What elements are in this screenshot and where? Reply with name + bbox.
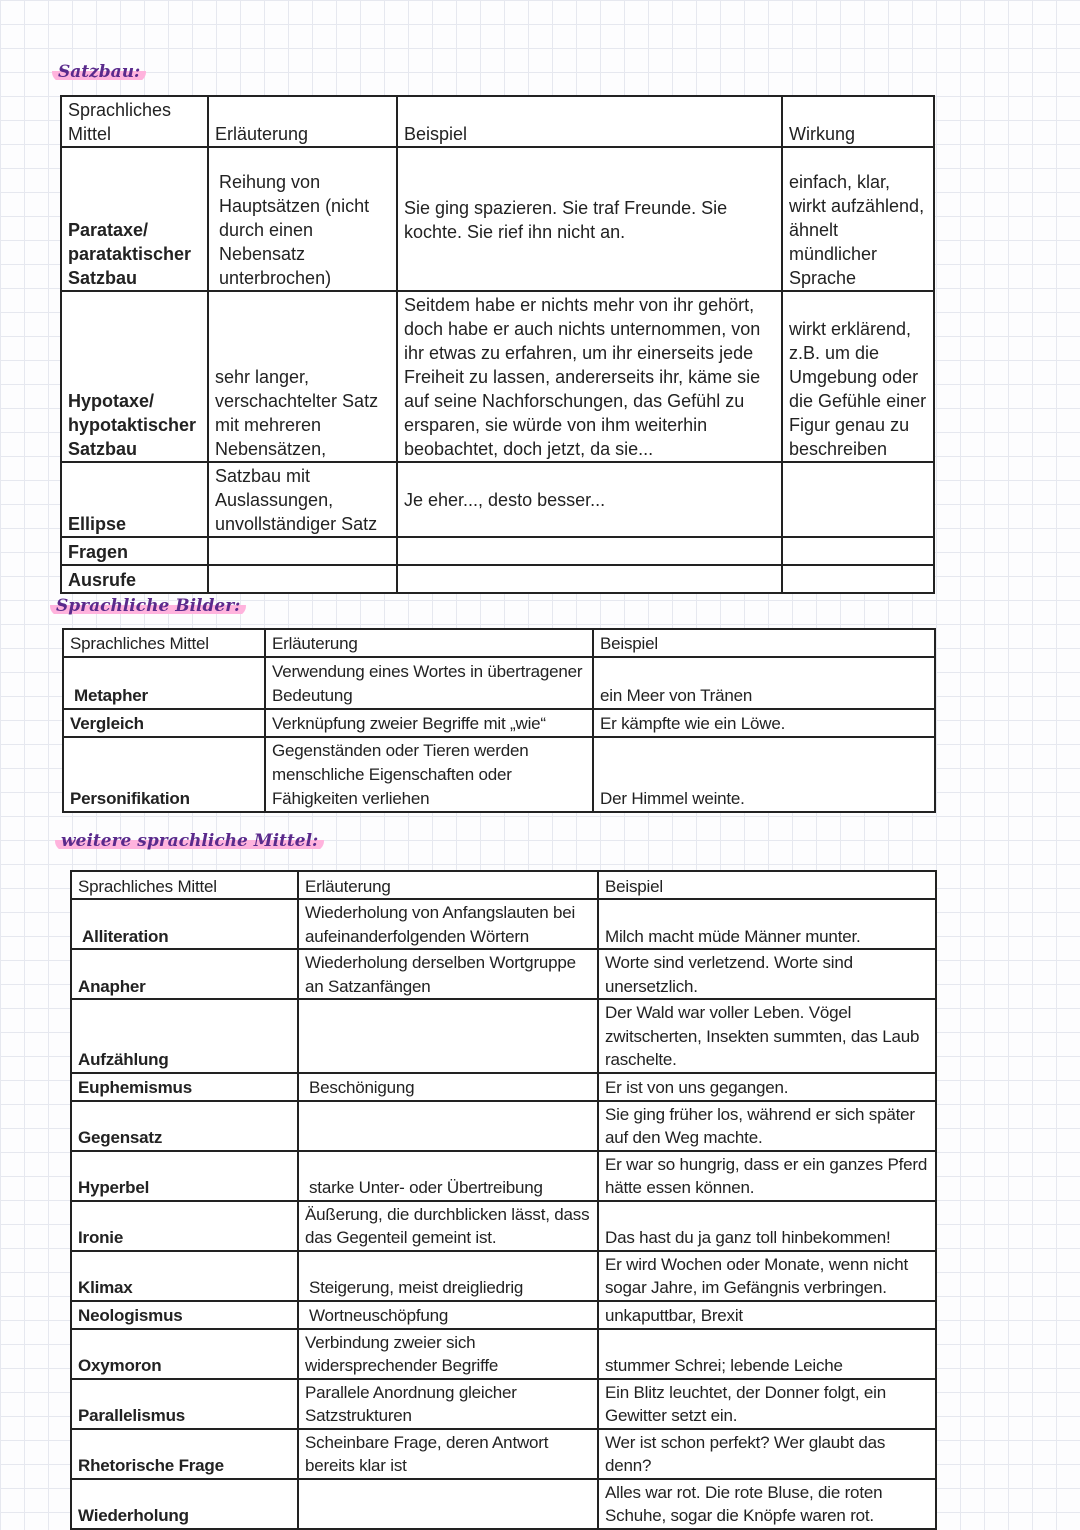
term-cell: Ellipse [61, 462, 208, 537]
explanation-cell: Reihung von Hauptsätzen (nicht durch einen Nebensatz unterbrochen) [208, 147, 397, 291]
example-cell: Sie ging spazieren. Sie traf Freunde. Sie kochte. Sie rief ihn nicht an. [397, 147, 782, 291]
column-header: Beispiel [598, 871, 936, 899]
explanation-cell: Parallele Anordnung gleicher Satzstrukturen [298, 1379, 598, 1429]
explanation-cell: Steigerung, meist dreigliedrig [298, 1251, 598, 1301]
table-row [63, 657, 935, 709]
term-cell: Euphemismus [71, 1073, 298, 1101]
example-cell: Worte sind verletzend. Worte sind unersetzlich. [598, 949, 936, 999]
table-row [71, 1073, 936, 1101]
example-cell: Das hast du ja ganz toll hinbekommen! [598, 1201, 936, 1251]
explanation-cell [208, 565, 397, 593]
explanation-cell: starke Unter- oder Übertreibung [298, 1151, 598, 1201]
satzbau-table [60, 95, 935, 594]
term-cell: Metapher [63, 657, 265, 709]
explanation-cell: Verwendung eines Wortes in übertragener Bedeutung [265, 657, 593, 709]
explanation-cell: sehr langer, verschachtelter Satz mit mehreren Nebensätzen, [208, 291, 397, 462]
example-cell: Milch macht müde Männer munter. [598, 899, 936, 949]
table-row [63, 737, 935, 812]
example-cell: Wer ist schon perfekt? Wer glaubt das denn? [598, 1429, 936, 1479]
term-cell: Ironie [71, 1201, 298, 1251]
explanation-cell: Wortneuschöpfung [298, 1301, 598, 1329]
table-header-row [61, 96, 934, 147]
column-header: Beispiel [593, 629, 935, 657]
table-row [61, 537, 934, 565]
table-row [71, 999, 936, 1073]
term-cell: Oxymoron [71, 1329, 298, 1379]
example-cell: Er ist von uns gegangen. [598, 1073, 936, 1101]
effect-cell [782, 565, 934, 593]
column-header: Wirkung [782, 96, 934, 147]
section-heading-weitere-mittel: weitere sprachliche Mittel: [55, 831, 324, 851]
table-row [63, 709, 935, 737]
section-heading-satzbau: Satzbau: [52, 62, 146, 82]
table-row [71, 1479, 936, 1529]
explanation-cell: Wiederholung derselben Wortgruppe an Satzanfängen [298, 949, 598, 999]
table-row [61, 147, 934, 291]
sprachliche-bilder-table [62, 628, 936, 813]
example-cell: Seitdem habe er nichts mehr von ihr gehört, doch habe er auch nichts unternommen, von ihr etwas zu erfahren, um ihr einerseits jede Freiheit zu lassen, andererseits ihr, käme sie auf seine Nachforschungen, das Gefühl zu ersparen, sie würde von ihm weiterhin beobachtet, doch jetzt, da sie... [397, 291, 782, 462]
effect-cell: einfach, klar, wirkt aufzählend, ähnelt mündlicher Sprache [782, 147, 934, 291]
column-header: Erläuterung [208, 96, 397, 147]
table-row [71, 1329, 936, 1379]
term-cell: Aufzählung [71, 999, 298, 1073]
example-cell [397, 537, 782, 565]
effect-cell [782, 537, 934, 565]
column-header: Sprachliches Mittel [61, 96, 208, 147]
table-row [71, 1101, 936, 1151]
effect-cell [782, 462, 934, 537]
term-cell: Hyperbel [71, 1151, 298, 1201]
table-row [71, 949, 936, 999]
term-cell: Parataxe/ parataktischer Satzbau [61, 147, 208, 291]
example-cell: unkaputtbar, Brexit [598, 1301, 936, 1329]
column-header: Sprachliches Mittel [63, 629, 265, 657]
explanation-cell: Gegenständen oder Tieren werden menschliche Eigenschaften oder Fähigkeiten verliehen [265, 737, 593, 812]
term-cell: Anapher [71, 949, 298, 999]
term-cell: Gegensatz [71, 1101, 298, 1151]
term-cell: Wiederholung [71, 1479, 298, 1529]
explanation-cell: Äußerung, die durchblicken lässt, dass das Gegenteil gemeint ist. [298, 1201, 598, 1251]
explanation-cell: Verknüpfung zweier Begriffe mit „wie“ [265, 709, 593, 737]
column-header: Erläuterung [298, 871, 598, 899]
term-cell: Vergleich [63, 709, 265, 737]
table-row [71, 899, 936, 949]
example-cell: Sie ging früher los, während er sich später auf den Weg machte. [598, 1101, 936, 1151]
explanation-cell: Beschönigung [298, 1073, 598, 1101]
example-cell: stummer Schrei; lebende Leiche [598, 1329, 936, 1379]
explanation-cell [298, 1479, 598, 1529]
table-row [71, 1429, 936, 1479]
weitere-mittel-table [70, 870, 937, 1530]
section-heading-sprachliche-bilder: Sprachliche Bilder: [50, 596, 246, 616]
example-cell: ein Meer von Tränen [593, 657, 935, 709]
table-row [71, 1151, 936, 1201]
term-cell: Rhetorische Frage [71, 1429, 298, 1479]
table-row [61, 291, 934, 462]
term-cell: Parallelismus [71, 1379, 298, 1429]
term-cell: Hypotaxe/ hypotaktischer Satzbau [61, 291, 208, 462]
term-cell: Personifikation [63, 737, 265, 812]
example-cell: Er war so hungrig, dass er ein ganzes Pferd hätte essen können. [598, 1151, 936, 1201]
table-header-row [71, 871, 936, 899]
column-header: Beispiel [397, 96, 782, 147]
effect-cell: wirkt erklärend, z.B. um die Umgebung oder die Gefühle einer Figur genau zu beschreiben [782, 291, 934, 462]
term-cell: Ausrufe [61, 565, 208, 593]
example-cell: Alles war rot. Die rote Bluse, die roten Schuhe, sogar die Knöpfe waren rot. [598, 1479, 936, 1529]
table-header-row [63, 629, 935, 657]
explanation-cell [208, 537, 397, 565]
term-cell: Klimax [71, 1251, 298, 1301]
table-row [71, 1251, 936, 1301]
table-row [61, 462, 934, 537]
explanation-cell: Scheinbare Frage, deren Antwort bereits klar ist [298, 1429, 598, 1479]
table-row [71, 1201, 936, 1251]
term-cell: Neologismus [71, 1301, 298, 1329]
explanation-cell: Verbindung zweier sich widersprechender Begriffe [298, 1329, 598, 1379]
table-row [61, 565, 934, 593]
column-header: Sprachliches Mittel [71, 871, 298, 899]
example-cell: Der Himmel weinte. [593, 737, 935, 812]
example-cell: Er wird Wochen oder Monate, wenn nicht sogar Jahre, im Gefängnis verbringen. [598, 1251, 936, 1301]
table-row [71, 1301, 936, 1329]
table-row [71, 1379, 936, 1429]
explanation-cell: Satzbau mit Auslassungen, unvollständiger Satz [208, 462, 397, 537]
explanation-cell [298, 1101, 598, 1151]
term-cell: Fragen [61, 537, 208, 565]
explanation-cell: Wiederholung von Anfangslauten bei aufeinanderfolgenden Wörtern [298, 899, 598, 949]
column-header: Erläuterung [265, 629, 593, 657]
example-cell: Der Wald war voller Leben. Vögel zwitscherten, Insekten summten, das Laub raschelte. [598, 999, 936, 1073]
term-cell: Alliteration [71, 899, 298, 949]
example-cell: Je eher..., desto besser... [397, 462, 782, 537]
example-cell: Er kämpfte wie ein Löwe. [593, 709, 935, 737]
explanation-cell [298, 999, 598, 1073]
example-cell [397, 565, 782, 593]
example-cell: Ein Blitz leuchtet, der Donner folgt, ein Gewitter setzt ein. [598, 1379, 936, 1429]
